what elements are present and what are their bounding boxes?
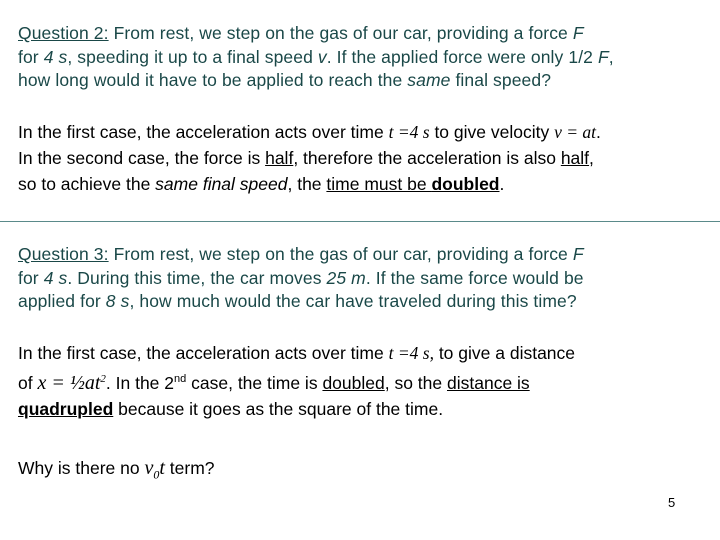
q3-text: . If the same force would be <box>365 267 584 288</box>
a2-text: . <box>596 122 601 142</box>
q3-distance: 25 m <box>326 267 366 288</box>
q3-line-2 <box>18 267 708 291</box>
a2-text: , <box>589 148 594 168</box>
q2-text: , speeding it up to a final speed <box>67 46 318 67</box>
q3-time: 4 s <box>43 267 68 288</box>
a2-text: In the second case, the force is <box>18 148 266 168</box>
page-number: 5 <box>668 495 676 510</box>
why-question <box>18 455 708 488</box>
a2-half: half <box>265 148 294 168</box>
q2-label: Question 2: <box>18 23 109 43</box>
why-text: Why is there no <box>18 458 145 478</box>
a3-text: In the first case, the acceleration acts over time <box>18 343 389 363</box>
q3-force: F <box>572 244 584 264</box>
a3-distance-is: distance is <box>447 372 530 393</box>
why-subscript: 0 <box>153 467 160 482</box>
a3-exponent: 2 <box>100 373 106 385</box>
a3-time-eq: t =4 s, <box>388 343 434 363</box>
answer-3 <box>18 340 708 422</box>
why-v0: v <box>144 457 154 479</box>
a3-doubled: doubled <box>322 372 385 393</box>
a3-text: . In the 2 <box>105 372 175 393</box>
a3-line-2 <box>18 366 708 396</box>
a2-text: so to achieve the <box>18 174 156 194</box>
a2-text: , therefore the acceleration is also <box>293 148 561 168</box>
q2-time: 4 s <box>43 46 68 67</box>
a2-line-2 <box>18 145 708 171</box>
q2-line-1 <box>18 22 708 46</box>
a3-text: , so the <box>384 372 447 393</box>
q2-line-3 <box>18 69 708 93</box>
a2-text: to give velocity <box>429 122 555 142</box>
q2-text: From rest, we step on the gas of our car, providing a force <box>108 23 573 43</box>
why-text: term? <box>164 458 215 478</box>
a2-text: , the <box>287 174 327 194</box>
a2-text: . <box>499 174 505 194</box>
a3-ordinal: nd <box>174 373 187 385</box>
a2-line-1 <box>18 119 708 145</box>
q3-text: for <box>18 267 44 288</box>
a3-line-1 <box>18 340 708 366</box>
a3-text: case, the time is <box>186 372 323 393</box>
a2-line-3 <box>18 171 708 197</box>
q3-text: , how much would the car have traveled during this time? <box>129 291 577 311</box>
question-3 <box>18 243 708 314</box>
q2-text: for <box>18 46 44 67</box>
a3-text: to give a distance <box>433 343 576 363</box>
q2-text: . If the applied force were only 1/2 <box>326 46 598 67</box>
q2-text: final speed? <box>450 70 552 90</box>
q3-text: applied for <box>18 291 106 311</box>
a2-doubled: doubled <box>431 174 500 194</box>
q3-text: . During this time, the car moves <box>67 267 327 288</box>
a3-line-3 <box>18 396 708 422</box>
q3-time-2: 8 s <box>105 291 130 311</box>
a2-time-must-be: time must be <box>326 174 432 194</box>
a2-same-final-speed: same final speed <box>155 174 288 194</box>
q2-line-2 <box>18 46 708 70</box>
a3-text: because it goes as the square of the time. <box>113 398 444 419</box>
section-divider <box>0 221 720 222</box>
q2-text: , <box>608 46 614 67</box>
q3-line-3 <box>18 290 708 314</box>
question-2 <box>18 22 708 93</box>
a2-time-eq: t =4 s <box>388 122 430 142</box>
a2-velocity-eq: v = at <box>554 122 597 142</box>
q2-same: same <box>407 70 451 90</box>
q2-speed: v <box>317 46 327 67</box>
q2-force: F <box>597 46 609 67</box>
q3-text: From rest, we step on the gas of our car, providing a force <box>108 244 573 264</box>
answer-2 <box>18 119 708 197</box>
a2-text: In the first case, the acceleration acts over time <box>18 122 389 142</box>
why-t: t <box>159 457 165 479</box>
a2-half: half <box>560 148 590 168</box>
a3-distance-eq: x = ½at <box>37 371 101 394</box>
a3-quadrupled: quadrupled <box>18 398 114 419</box>
q3-line-1 <box>18 243 708 267</box>
q2-force: F <box>572 23 584 43</box>
q2-text: how long would it have to be applied to reach the <box>18 70 408 90</box>
q3-label: Question 3: <box>18 244 109 264</box>
a3-text: of <box>18 372 38 393</box>
